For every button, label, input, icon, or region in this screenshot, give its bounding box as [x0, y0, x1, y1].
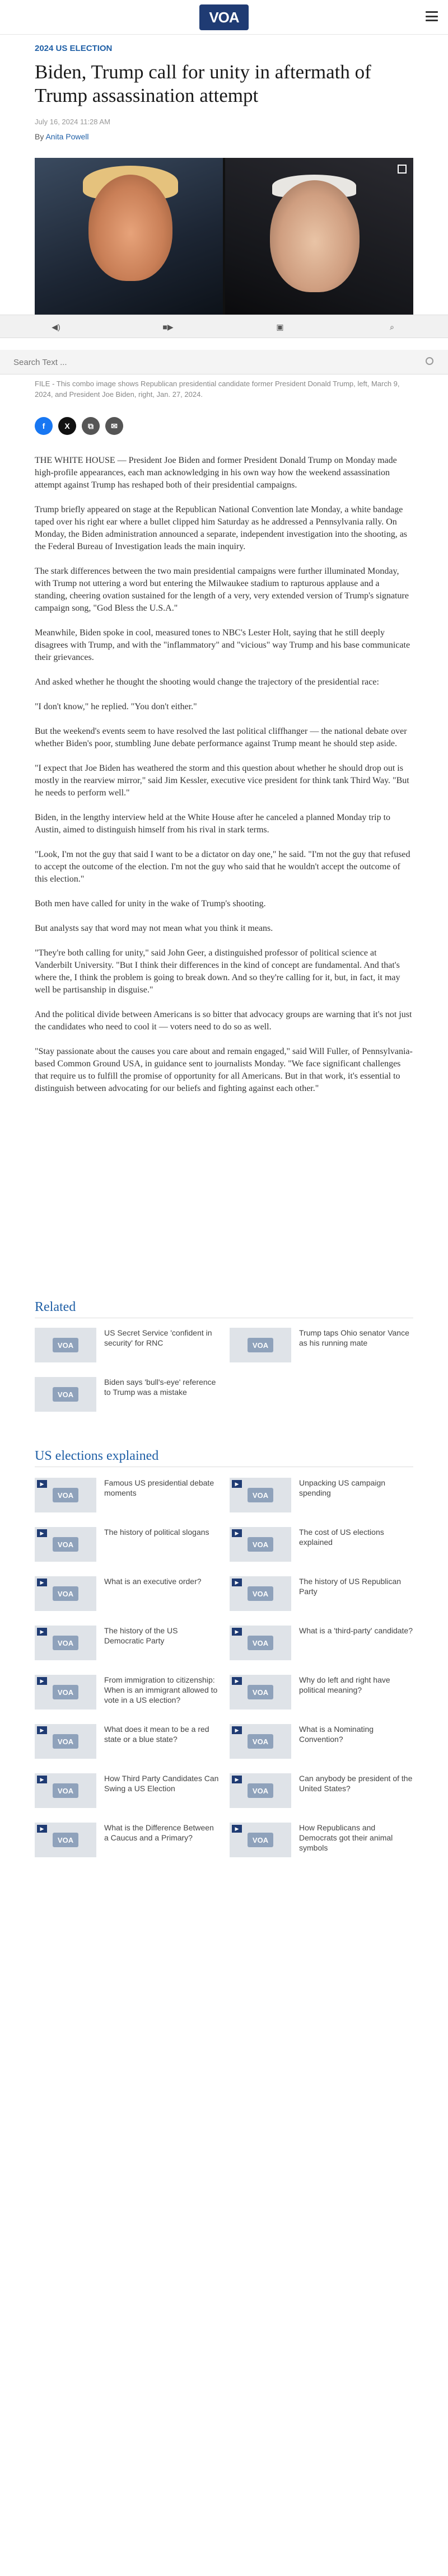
video-icon: ▶ — [37, 1579, 47, 1586]
paragraph: THE WHITE HOUSE — President Joe Biden and former President Donald Trump on Monday made high-profile appearances, each man acknowledging in his own way how the weekend assassination attempt against Trump has reshaped both of their presidential campaigns. — [35, 456, 397, 490]
video-icon: ▶ — [37, 1677, 47, 1685]
video-thumbnail: VOA ▶ — [230, 1823, 291, 1857]
paragraph: Meanwhile, Biden spoke in cool, measured tones to NBC's Lester Holt, saying that he still deeply disagrees with Trump, and with the "inflammatory" and "vicious" way Trump and his base communicate their grievances. — [35, 628, 410, 662]
expand-icon[interactable] — [398, 165, 407, 174]
media-bar — [0, 315, 448, 338]
video-icon: ▶ — [232, 1628, 242, 1636]
audio-icon[interactable]: ◀) — [52, 322, 60, 331]
trump-photo — [35, 158, 223, 315]
image-caption: FILE - This combo image shows Republican presidential candidate former President Donald Trump, left, March 9, 2024, and President Joe Biden, right, Jan. 27, 2024. — [35, 380, 400, 399]
voa-logo[interactable]: VOA — [199, 4, 249, 30]
page-title: Biden, Trump call for unity in aftermath of Trump assassination attempt — [35, 61, 371, 106]
explained-item[interactable] — [35, 1527, 220, 1564]
explained-item[interactable] — [230, 1724, 414, 1761]
video-thumbnail: VOA ▶ — [35, 1823, 96, 1857]
byline — [35, 132, 89, 141]
hamburger-menu-icon[interactable] — [426, 11, 438, 21]
section-label[interactable]: 2024 US ELECTION — [35, 44, 113, 53]
share-buttons — [35, 417, 123, 435]
video-icon: ▶ — [37, 1825, 47, 1833]
video-icon: ▶ — [232, 1529, 242, 1537]
paragraph: And the political divide between Americans is so bitter that advocacy groups are warning that it's not just the candidates who need to cool it — voters need to do so as well. — [35, 1010, 412, 1032]
explained-item-label: The history of political slogans — [104, 1528, 209, 1537]
explained-item-label: Unpacking US campaign spending — [299, 1478, 386, 1497]
search-submit-icon[interactable] — [426, 357, 433, 365]
explained-item[interactable] — [230, 1773, 414, 1810]
paragraph: And asked whether he thought the shooting would change the trajectory of the presidential race: — [35, 677, 379, 687]
explained-item[interactable] — [230, 1823, 414, 1860]
hero-image[interactable] — [35, 158, 413, 315]
paragraph: "I expect that Joe Biden has weathered the storm and this question about whether he should drop out is mostly in the rearview mirror," said Jim Kessler, executive vice president for think tank Third Way. "But he needs to perform well." — [35, 764, 409, 798]
explained-item[interactable] — [35, 1724, 220, 1761]
related-item[interactable]: VOA Trump taps Ohio senator Vance as his running mate — [230, 1328, 414, 1365]
video-icon: ▶ — [37, 1480, 47, 1488]
paragraph: Both men have called for unity in the wake of Trump's shooting. — [35, 899, 266, 908]
video-icon: ▶ — [232, 1726, 242, 1734]
video-thumbnail: VOA ▶ — [35, 1478, 96, 1512]
explained-item[interactable] — [230, 1478, 414, 1515]
paragraph: Trump briefly appeared on stage at the Republican National Convention late Monday, a white bandage taped over his right ear where a bullet clipped him Saturday as he addressed a Pennsylvania rally. On Monday, the Biden administration announced a separate, independent investigation into the shooting, as the Federal Bureau of Investigation leads the main inquiry. — [35, 505, 408, 551]
video-thumbnail: VOA ▶ — [35, 1773, 96, 1808]
related-item[interactable]: VOA US Secret Service 'confident in security' for RNC — [35, 1328, 220, 1365]
x-share-button[interactable]: X — [58, 417, 76, 435]
search-icon[interactable]: ⌕ — [390, 322, 394, 331]
paragraph: "I don't know," he replied. "You don't either." — [35, 702, 197, 711]
thumbnail: VOA — [35, 1328, 96, 1362]
video-icon: ▶ — [232, 1776, 242, 1783]
related-item[interactable]: VOA Biden says 'bull's-eye' reference to Trump was a mistake — [35, 1377, 220, 1414]
video-icon: ▶ — [232, 1677, 242, 1685]
explained-item-label: What does it mean to be a red state or a blue state? — [104, 1725, 209, 1744]
video-thumbnail: VOA ▶ — [35, 1724, 96, 1759]
paragraph: "They're both calling for unity," said John Geer, a distinguished professor of political science at Vanderbilt University. "But I think their differences in the kind of concept are fundamental. And that's where the, I think the problem is going to break down. And so they're calling for it, but, in fact, it may well be partisanship in disguise." — [35, 948, 400, 995]
facebook-share-button[interactable]: f — [35, 417, 53, 435]
biden-face — [270, 180, 360, 292]
paragraph: Biden, in the lengthy interview held at the White House after he canceled a planned Monday trip to Austin, aimed to distinguish himself from his rival in stark terms. — [35, 813, 391, 835]
search-input[interactable] — [13, 355, 417, 369]
email-share-button[interactable]: ✉ — [105, 417, 123, 435]
explained-item[interactable] — [35, 1823, 220, 1860]
explained-item[interactable] — [230, 1576, 414, 1613]
top-bar — [0, 0, 448, 35]
paragraph: "Look, I'm not the guy that said I want to be a dictator on day one," he said. "I'm not the guy that refused to accept the outcome of the election. I'm not the guy who said that he wouldn't accept the outcome of this election." — [35, 850, 410, 884]
explained-item[interactable] — [230, 1675, 414, 1712]
tablet-icon[interactable]: ▣ — [276, 322, 284, 331]
explained-item[interactable] — [35, 1576, 220, 1613]
video-icon: ▶ — [37, 1529, 47, 1537]
video-thumbnail: VOA ▶ — [230, 1527, 291, 1562]
article-body — [35, 455, 413, 1107]
video-icon[interactable]: ■▶ — [162, 322, 174, 331]
paragraph: But the weekend's events seem to have resolved the last political cliffhanger — the national debate over whether Biden's poor, stumbling June debate performance against Trump meant he should step aside. — [35, 727, 407, 748]
video-icon: ▶ — [232, 1579, 242, 1586]
publish-date: July 16, 2024 11:28 AM — [35, 118, 110, 126]
video-thumbnail: VOA ▶ — [230, 1675, 291, 1709]
thumbnail: VOA — [230, 1328, 291, 1362]
search-bar — [0, 350, 448, 374]
explained-item-label: The history of the US Democratic Party — [104, 1626, 178, 1645]
explained-item-label: Can anybody be president of the United States? — [299, 1774, 413, 1793]
explained-item-label: What is a Nominating Convention? — [299, 1725, 374, 1744]
explained-item-label: What is a 'third-party' candidate? — [299, 1626, 413, 1635]
explained-item-label: What is the Difference Between a Caucus and a Primary? — [104, 1823, 214, 1842]
video-thumbnail: VOA ▶ — [35, 1675, 96, 1709]
video-thumbnail: VOA ▶ — [35, 1527, 96, 1562]
explained-item[interactable] — [35, 1478, 220, 1515]
explained-item-label: The cost of US elections explained — [299, 1528, 384, 1547]
video-icon: ▶ — [232, 1480, 242, 1488]
copy-link-button[interactable]: ⧉ — [82, 417, 100, 435]
video-thumbnail: VOA ▶ — [35, 1576, 96, 1611]
explained-item-label: Why do left and right have political meaning? — [299, 1675, 390, 1694]
paragraph: But analysts say that word may not mean what you think it means. — [35, 924, 273, 933]
video-icon: ▶ — [37, 1776, 47, 1783]
explained-item-label: The history of US Republican Party — [299, 1577, 402, 1596]
explained-heading: US elections explained — [35, 1449, 159, 1463]
explained-item[interactable] — [35, 1773, 220, 1810]
paragraph: "Stay passionate about the causes you care about and remain engaged," said Will Fuller, of Pennsylvania-based Common Ground USA, in guidance sent to journalists Monday. "We face significant challenges that require us to fulfill the promise of opportunity for all Americans. But in that work, it's essential to distinguish between advocating for our beliefs and fighting against each other." — [35, 1047, 413, 1093]
video-icon: ▶ — [37, 1726, 47, 1734]
paragraph: The stark differences between the two main presidential campaigns were further illuminated Monday, with Trump not uttering a word but entering the Milwaukee stadium to rapturous applause and a standing, cheering ovation sustained for the length of a very, very extended version of Trump's signature campaign song, "God Bless the U.S.A." — [35, 566, 409, 613]
byline-prefix: By — [35, 132, 44, 141]
explained-item[interactable] — [35, 1675, 220, 1712]
biden-photo — [225, 158, 413, 315]
author-link[interactable]: Anita Powell — [45, 132, 89, 141]
video-thumbnail: VOA ▶ — [230, 1724, 291, 1759]
explained-item-label: From immigration to citizenship: When is an immigrant allowed to vote in a US election? — [104, 1675, 218, 1704]
video-thumbnail: VOA ▶ — [230, 1773, 291, 1808]
video-icon: ▶ — [37, 1628, 47, 1636]
explained-item-label: How Republicans and Democrats got their animal symbols — [299, 1823, 393, 1852]
video-thumbnail: VOA ▶ — [230, 1576, 291, 1611]
video-thumbnail: VOA ▶ — [35, 1626, 96, 1660]
explained-item[interactable] — [230, 1527, 414, 1564]
trump-face — [88, 175, 172, 281]
video-thumbnail: VOA ▶ — [230, 1478, 291, 1512]
related-heading: Related — [35, 1300, 76, 1314]
explained-item-label: Famous US presidential debate moments — [104, 1478, 214, 1497]
video-icon: ▶ — [232, 1825, 242, 1833]
explained-item[interactable] — [230, 1626, 414, 1662]
thumbnail: VOA — [35, 1377, 96, 1412]
explained-item-label: What is an executive order? — [104, 1577, 202, 1586]
video-thumbnail: VOA ▶ — [230, 1626, 291, 1660]
explained-item[interactable] — [35, 1626, 220, 1662]
explained-item-label: How Third Party Candidates Can Swing a US Election — [104, 1774, 219, 1793]
